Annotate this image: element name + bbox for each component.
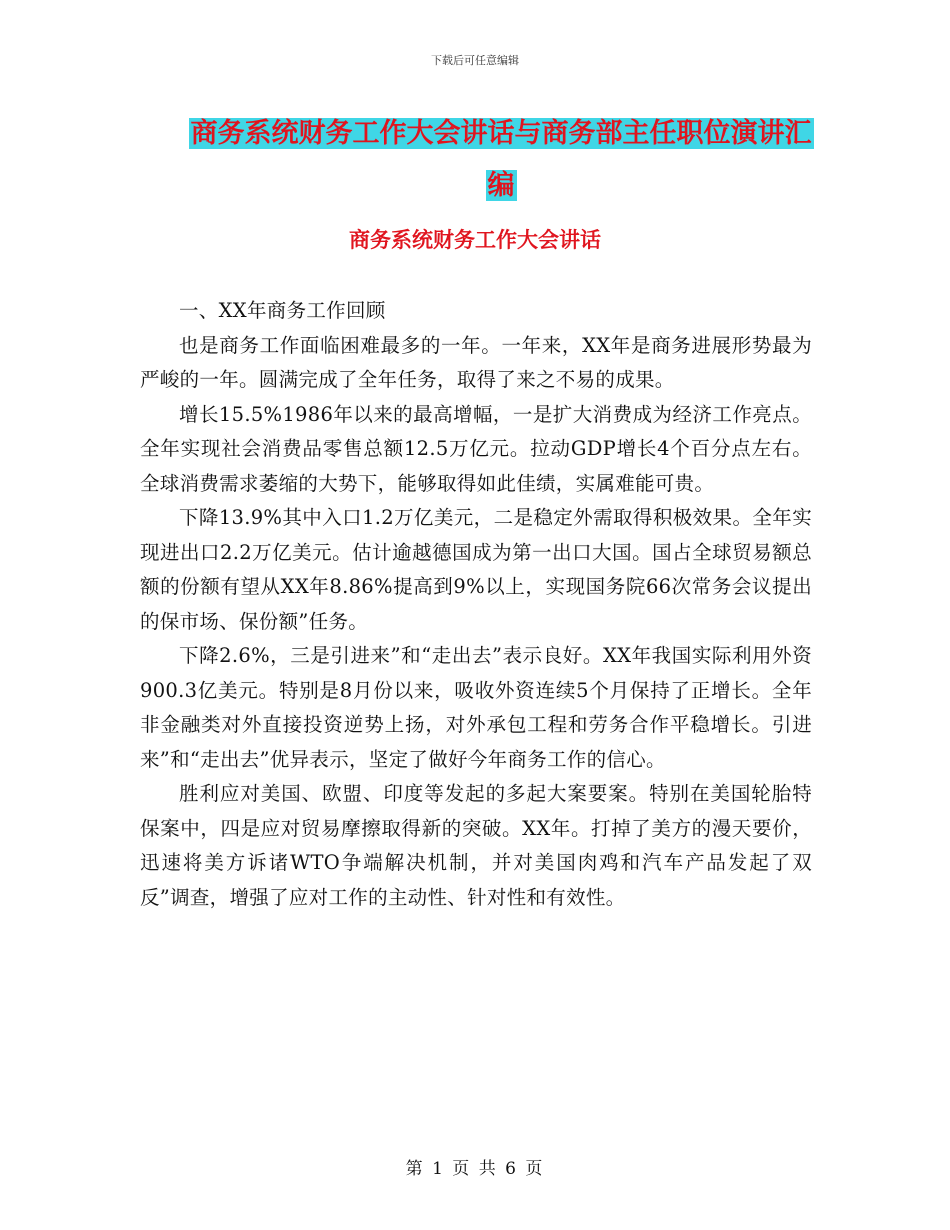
document-title-line-1: 商务系统财务工作大会讲话与商务部主任职位演讲汇 (190, 118, 812, 149)
section-heading: 商务系统财务工作大会讲话 (349, 228, 601, 252)
section-subheading: 一、XX年商务工作回顾 (179, 299, 386, 322)
document-title (186, 108, 816, 212)
document-title-line-2: 编 (487, 170, 515, 201)
paragraph: 增长15.5%1986年以来的最高增幅，一是扩大消费成为经济工作亮点。全年实现社会消费品零售总额12.5万亿元。拉动GDP增长4个百分点左右。全球消费需求萎缩的大势下，能够取得如此佳绩，实属难能可贵。 (140, 402, 812, 495)
document-body (140, 294, 812, 915)
paragraph: 下降13.9%其中入口1.2万亿美元，二是稳定外需取得积极效果。全年实现进出口2.2万亿美元。估计逾越德国成为第一出口大国。国占全球贸易额总额的份额有望从XX年8.86%提高到9%以上，实现国务院66次常务会议提出的保市场、保份额”任务。 (140, 506, 812, 633)
paragraph: 也是商务工作面临困难最多的一年。一年来，XX年是商务进展形势最为严峻的一年。圆满完成了全年任务，取得了来之不易的成果。 (140, 333, 812, 391)
paragraph: 下降2.6%，三是引进来”和“走出去”表示良好。XX年我国实际利用外资900.3亿美元。特别是8月份以来，吸收外资连续5个月保持了正增长。全年非金融类对外直接投资逆势上扬，对外承包工程和劳务合作平稳增长。引进来”和“走出去”优异表示，坚定了做好今年商务工作的信心。 (140, 644, 812, 771)
header-note: 下载后可任意编辑 (431, 54, 519, 67)
page-footer: 第 1 页 共 6 页 (405, 1159, 545, 1179)
paragraph: 胜利应对美国、欧盟、印度等发起的多起大案要案。特别在美国轮胎特保案中，四是应对贸易摩擦取得新的突破。XX年。打掉了美方的漫天要价，迅速将美方诉诸WTO争端解决机制，并对美国肉鸡和汽车产品发起了双反”调查，增强了应对工作的主动性、针对性和有效性。 (140, 782, 812, 909)
